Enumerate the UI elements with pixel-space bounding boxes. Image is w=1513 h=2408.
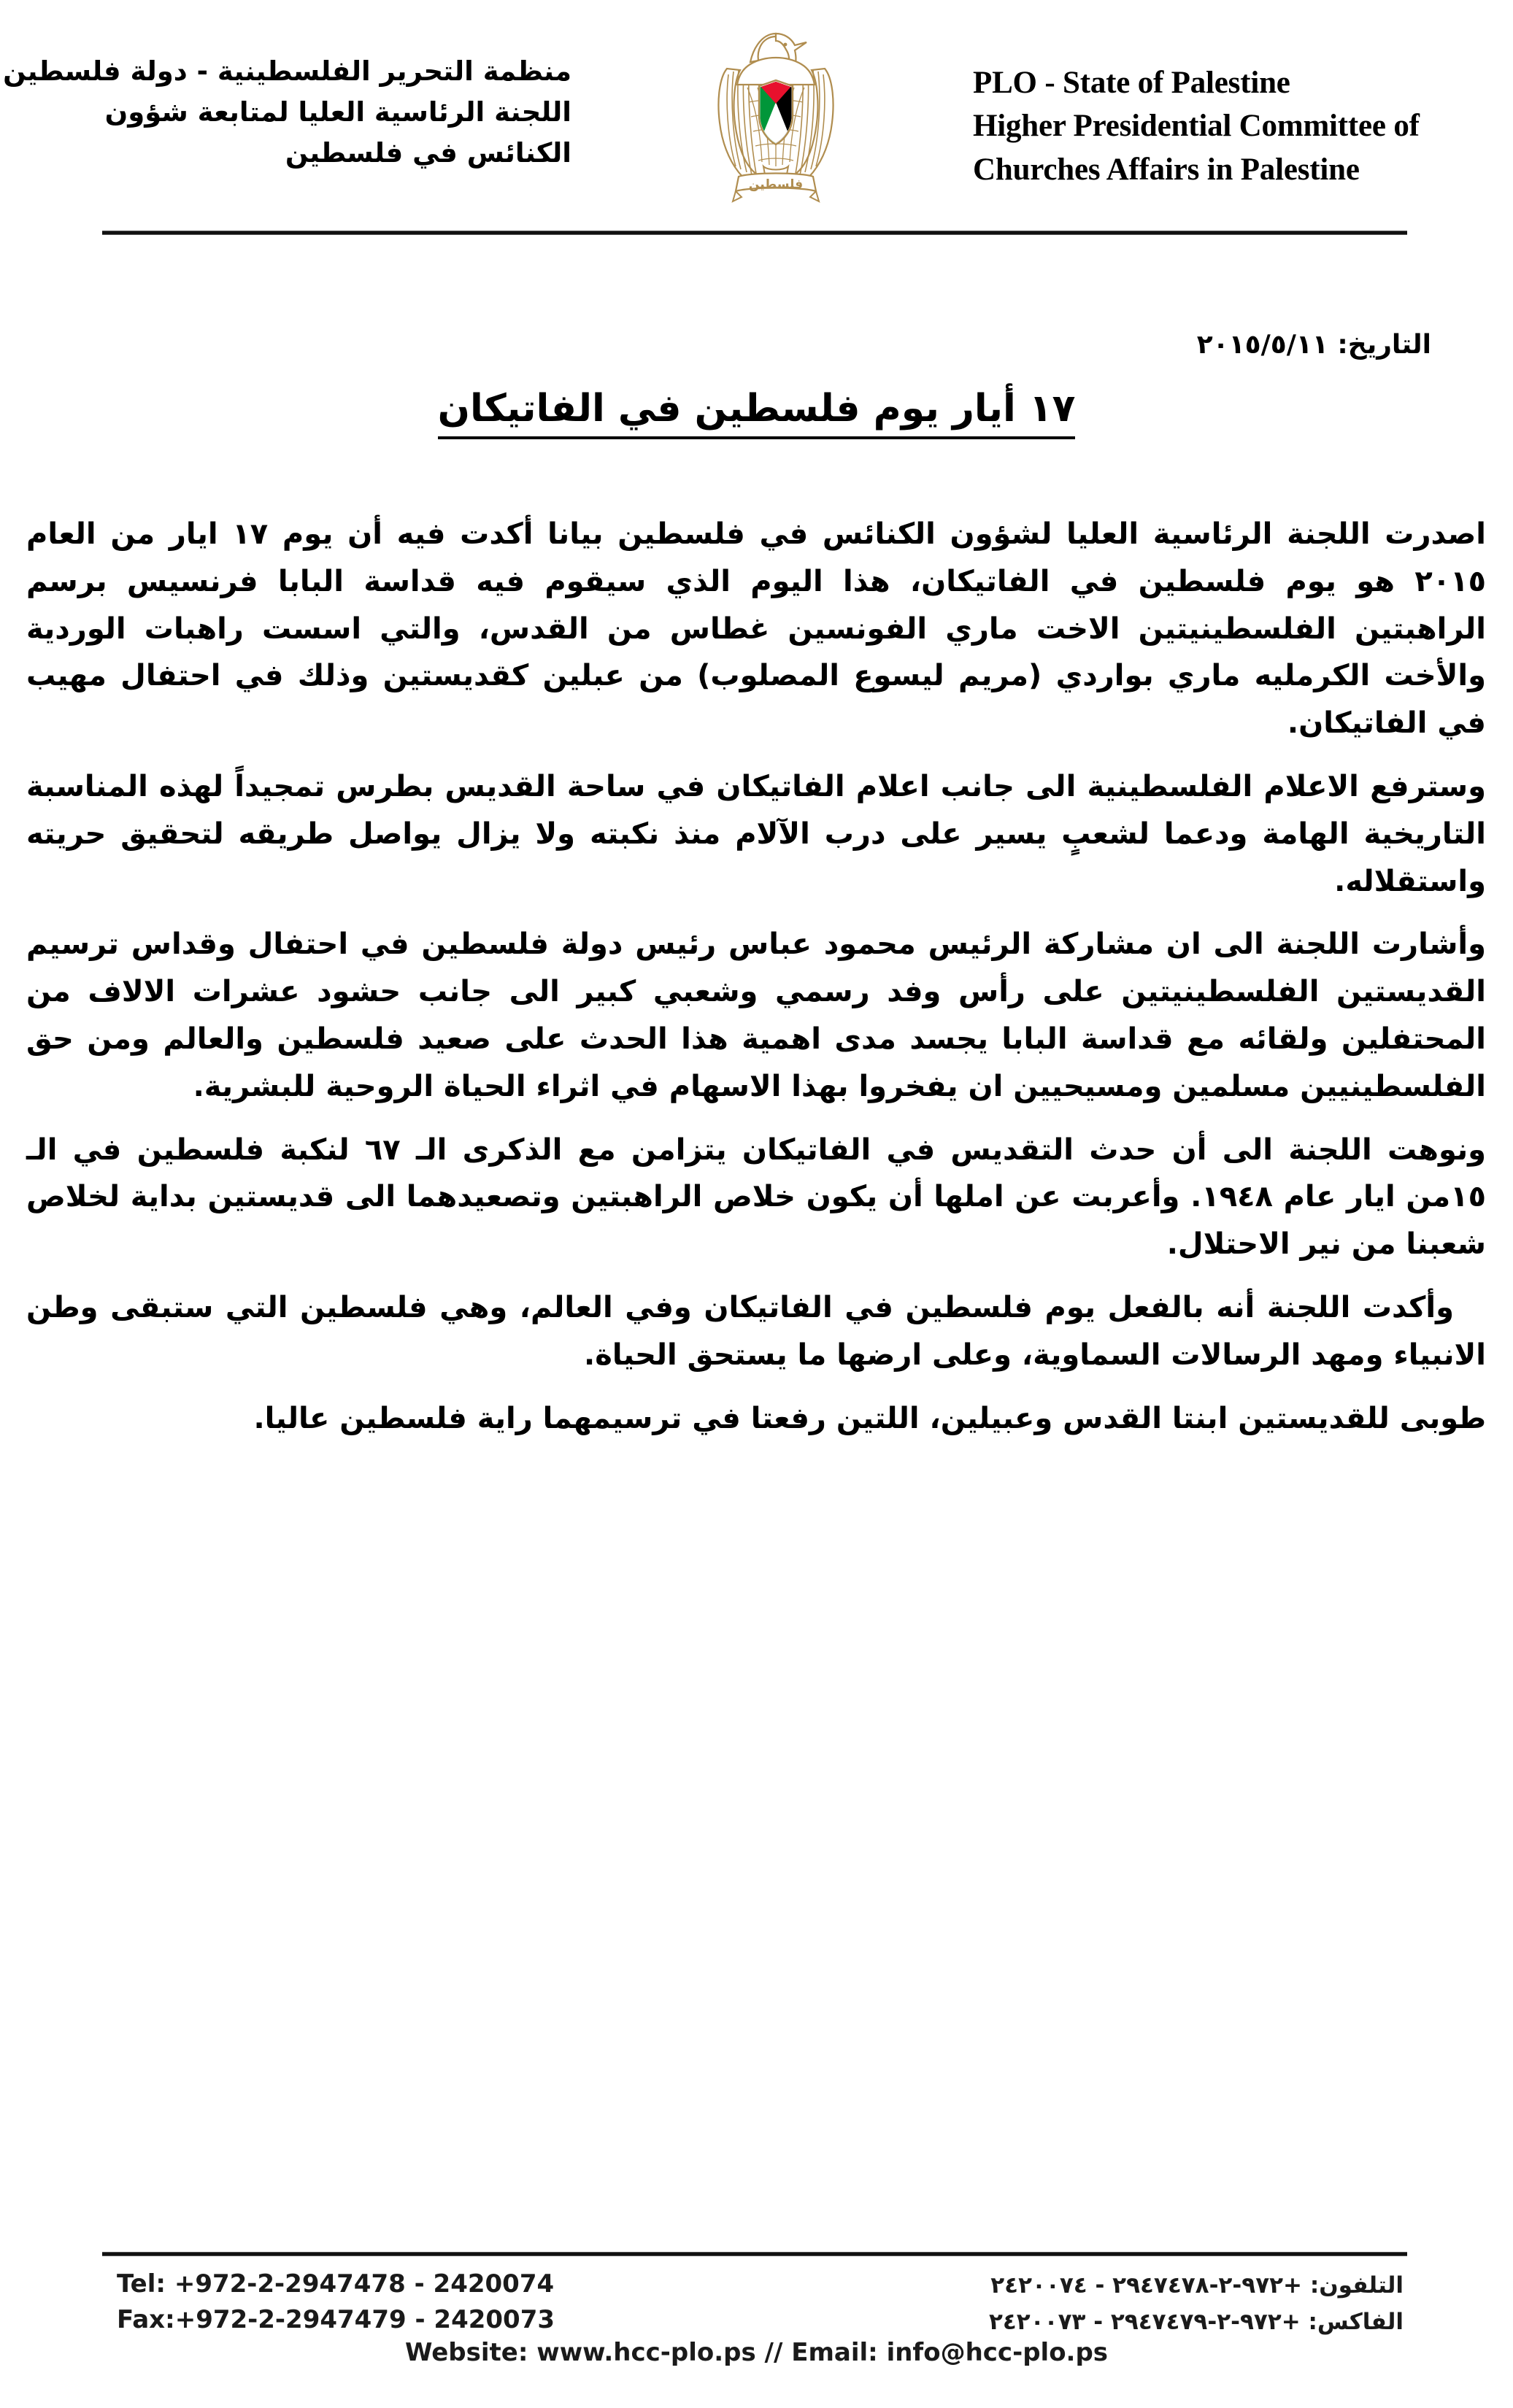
paragraph-3: وأشارت اللجنة الى ان مشاركة الرئيس محمود عباس رئيس دولة فلسطين في احتفال وقداس ترسيم القديستين الفلسطينيتين على رأس وفد رسمي وشعبي كبير الى جانب حشود عشرات الالاف من المحتفلين ولقائه مع قداسة البابا يجسد مدى اهمية هذا الحدث على صعيد فلسطين والعالم ومن حق الفلسطينيين مسلمين ومسيحيين ان يفخروا بهذا الاسهام في اثراء الحياة الروحية للبشرية. [26,927,1486,1103]
letterhead-arabic-block [0,0,681,174]
letterhead-arabic-line-3: الكنائس في فلسطين [285,137,571,169]
paragraph-4: ونوهت اللجنة الى أن حدث التقديس في الفاتيكان يتزامن مع الذكرى الـ ٦٧ لنكبة فلسطين في الـ ١٥من ايار عام ١٩٤٨. وأعربت عن املها أن يكون خلاص الراهبتين وتصعيدهما الى قديستين بداية لخلاص شعبنا من نير الاحتلال. [26,1132,1486,1262]
document-body [26,511,1486,1458]
letterhead-english-line-3: Churches Affairs in Palestine [973,152,1360,187]
footer-fax-en: Fax:+972-2-2947479 - 2420073 [117,2305,555,2335]
document-date: التاريخ: ٢٠١٥/٥/١١ [1196,330,1431,360]
footer-english-contacts [117,2266,555,2339]
emblem-container [681,0,871,209]
paragraph-1: اصدرت اللجنة الرئاسية العليا لشؤون الكنائس في فلسطين بيانا أكدت فيه أن يوم ١٧ ايار من العام ٢٠١٥ هو يوم فلسطين في الفاتيكان، هذا اليوم الذي سيقوم فيه قداسة البابا فرنسيس برسم الراهبتين الفلسطينيتين الاخت ماري الفونسين غطاس من القدس، والتي اسست راهبات الوردية والأخت الكرمليه ماري بواردي (مريم ليسوع المصلوب) من عبلين كقديستين وذلك في احتفال مهيب في الفاتيكان. [26,517,1486,741]
letterhead-footer [0,2262,1513,2408]
footer-tel-ar: التلفون: +٩٧٢-٢-٢٩٤٧٤٧٨ - ٢٤٢٠٠٧٤ [990,2272,1404,2299]
footer-web-line [0,2338,1513,2367]
letterhead-header [0,0,1513,241]
footer-fax-ar: الفاكس: +٩٧٢-٢-٢٩٤٧٤٧٩ - ٢٤٢٠٠٧٣ [988,2308,1404,2335]
page-title: ١٧ أيار يوم فلسطين في الفاتيكان [438,387,1076,439]
header-divider-rule [102,231,1407,235]
paragraph-5: وأكدت اللجنة أنه بالفعل يوم فلسطين في الفاتيكان وفي العالم، وهي فلسطين التي ستبقى وطن الانبياء ومهد الرسالات السماوية، وعلى ارضها ما يستحق الحياة. [26,1290,1486,1372]
paragraph-2: وسترفع الاعلام الفلسطينية الى جانب اعلام الفاتيكان في ساحة القديس بطرس تمجيداً لهذه المناسبة التاريخية الهامة ودعما لشعبٍ يسير على درب الآلام منذ نكبته ولا يزال يواصل طريقه لتحقيق حريته واستقلاله. [26,769,1486,898]
letterhead-english-line-1: PLO - State of Palestine [973,66,1290,100]
letterhead-english-block [871,0,1513,191]
paragraph-6: طوبى للقديستين ابنتا القدس وعبيلين، اللتين رفعتا في ترسيمهما راية فلسطين عاليا. [253,1401,1486,1435]
footer-tel-en: Tel: +972-2-2947478 - 2420074 [117,2269,555,2299]
letterhead-arabic-line-2: اللجنة الرئاسية العليا لمتابعة شؤون [104,96,571,128]
letterhead-english-line-2: Higher Presidential Committee of [973,109,1420,144]
footer-arabic-contacts [989,2268,1404,2340]
document-title [0,387,1513,431]
footer-divider-rule [102,2252,1407,2256]
eagle-of-saladin-emblem [707,26,845,209]
footer-website-email: Website: www.hcc-plo.ps // Email: info@hcc-plo.ps [404,2338,1109,2367]
emblem-scroll-text: فلسطين [748,177,804,192]
letterhead-arabic-line-1: منظمة التحرير الفلسطينية - دولة فلسطين [3,55,571,87]
